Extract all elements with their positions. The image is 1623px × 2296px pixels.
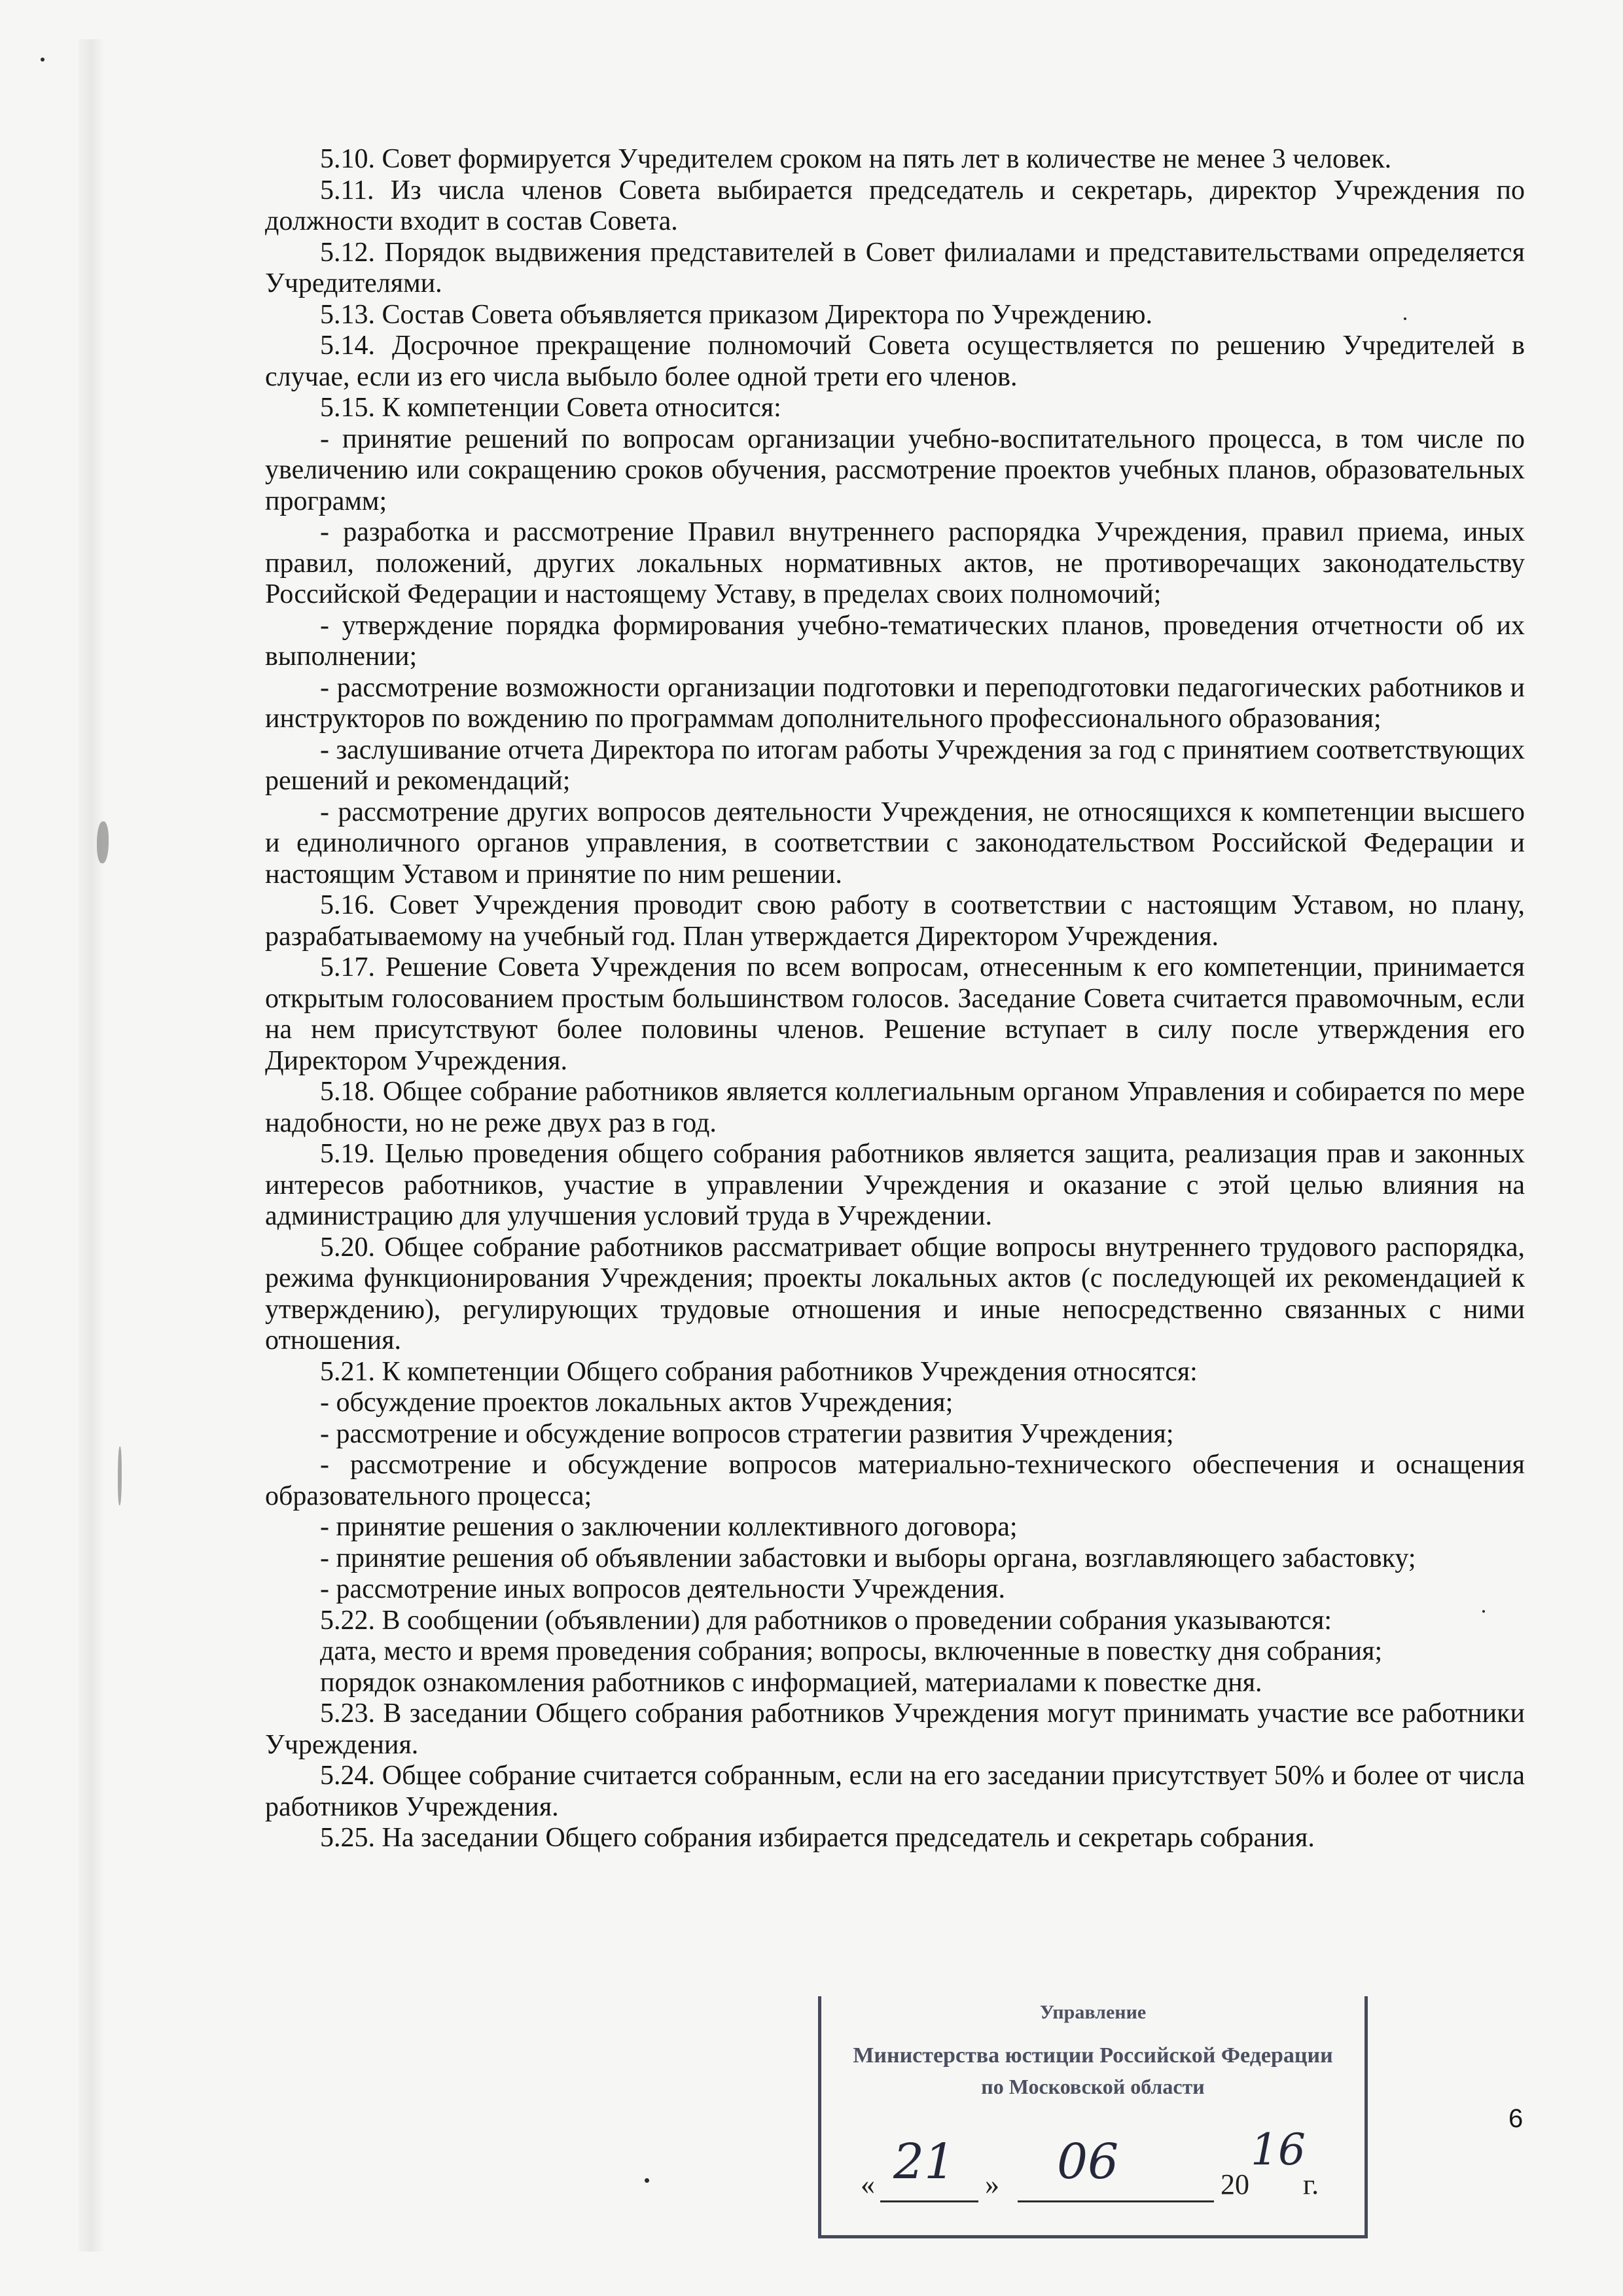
paragraph: 5.10. Совет формируется Учредителем сроком на пять лет в количестве не менее 3 человек.: [320, 144, 1392, 174]
stamp-line-2: Министерства юстиции Российской Федерации: [853, 2043, 1333, 2068]
paragraph: 5.16. Совет Учреждения проводит свою работу в соответствии с настоящим Уставом, но плану, разрабатываемому на учебный год. План утверждается Директором Учреждения.: [265, 890, 1525, 952]
paragraph: - принятие решений по вопросам организации учебно-воспитательного процесса, в том числе по увеличению или сокращению сроков обучения, рассмотрение проектов учебных планов, образовательных программ;: [265, 423, 1525, 516]
date-year-suffix: 16: [1251, 2125, 1306, 2175]
paragraph: 5.22. В сообщении (объявлении) для работников о проведении собрания указываются:: [320, 1605, 1332, 1636]
date-day: 21: [893, 2134, 955, 2190]
registration-stamp: [818, 1996, 1368, 2238]
paragraph: - рассмотрение и обсуждение вопросов материально-технического обеспечения и оснащения образовательного процесса;: [265, 1450, 1525, 1511]
date-month-underline: [1018, 2200, 1214, 2202]
paragraph: 5.13. Состав Совета объявляется приказом Директора по Учреждению.: [320, 299, 1153, 330]
date-year-abbrev: г.: [1303, 2168, 1319, 2200]
paragraph: - утверждение порядка формирования учебно-тематических планов, проведения отчетности об их выполнении;: [265, 610, 1525, 672]
paragraph: 5.19. Целью проведения общего собрания работников является защита, реализация прав и законных интересов работников, участие в управлении Учреждения и оказание с этой целью влияния на администрацию для улучшения условий труда в Учреждении.: [265, 1139, 1525, 1231]
paragraph: 5.18. Общее собрание работников является коллегиальным органом Управления и собирается по мере надобности, но не реже двух раз в год.: [265, 1077, 1525, 1138]
scan-speck: [41, 58, 45, 62]
date-month: 06: [1057, 2134, 1119, 2190]
stamp-line-3: по Московской области: [981, 2075, 1205, 2098]
paragraph: 5.25. На заседании Общего собрания избирается председатель и секретарь собрания.: [320, 1823, 1315, 1853]
paragraph: - принятие решения об объявлении забастовки и выборы органа, возглавляющего забастовку;: [320, 1543, 1416, 1573]
paragraph: 5.12. Порядок выдвижения представителей в Совет филиалами и представительствами определяется Учредителями.: [265, 237, 1525, 298]
scan-blot: [97, 821, 109, 863]
paragraph: - рассмотрение и обсуждение вопросов стратегии развития Учреждения;: [320, 1418, 1174, 1449]
paragraph: 5.17. Решение Совета Учреждения по всем вопросам, отнесенным к его компетенции, принимается открытым голосованием простым большинством голосов. Заседание Совета считается правомочным, если на нем присутствуют более половины членов. Решение вступает в силу после утверждения его Директором Учреждения.: [265, 952, 1525, 1076]
date-open-quote: «: [861, 2168, 875, 2200]
paragraph: - обсуждение проектов локальных актов Учреждения;: [320, 1388, 954, 1418]
paragraph: - заслушивание отчета Директора по итогам работы Учреждения за год с принятием соответствующих решений и рекомендаций;: [265, 734, 1525, 796]
scan-speck: [1404, 317, 1406, 320]
date-year-prefix: 20: [1221, 2168, 1249, 2200]
paragraph: 5.20. Общее собрание работников рассматривает общие вопросы внутреннего трудового распорядка, режима функционирования Учреждения; проекты локальных актов (с последующей их рекомендацией к утверждению), регулирующих трудовые отношения и иные непосредственно связанных с ними отношения.: [265, 1232, 1525, 1355]
paragraph: 5.24. Общее собрание считается собранным, если на его заседании присутствует 50% и более от числа работников Учреждения.: [265, 1761, 1525, 1822]
paragraph: 5.14. Досрочное прекращение полномочий Совета осуществляется по решению Учредителей в случае, если из его числа выбыло более одной трети его членов.: [265, 331, 1525, 392]
paragraph: - рассмотрение возможности организации подготовки и переподготовки педагогических работников и инструкторов по вождению по программам дополнительного профессионального образования;: [265, 672, 1525, 734]
scan-shadow: [79, 39, 105, 2251]
paragraph: 5.11. Из числа членов Совета выбирается председатель и секретарь, директор Учреждения по должности входит в состав Совета.: [265, 175, 1525, 236]
paragraph: 5.15. К компетенции Совета относится:: [320, 393, 781, 423]
paragraph: 5.21. К компетенции Общего собрания работников Учреждения относятся:: [320, 1356, 1198, 1387]
date-close-quote: »: [985, 2168, 999, 2200]
paragraph: - рассмотрение других вопросов деятельности Учреждения, не относящихся к компетенции высшего и единоличного органов управления, в соответствии с законодательством Российской Федерации и настоящим Уставом и принятие по ним решении.: [265, 797, 1525, 889]
paragraph: порядок ознакомления работников с информацией, материалами к повестке дня.: [320, 1667, 1262, 1698]
page-number: 6: [1508, 2104, 1524, 2133]
date-day-underline: [880, 2200, 978, 2202]
scan-blot: [118, 1446, 122, 1505]
stamp-date: [861, 2125, 1345, 2212]
stamp-line-1: Управление: [1039, 2001, 1147, 2023]
scan-speck: [1482, 1610, 1485, 1613]
paragraph: - принятие решения о заключении коллективного договора;: [320, 1512, 1018, 1542]
paragraph: - рассмотрение иных вопросов деятельности Учреждения.: [320, 1574, 1005, 1604]
scan-speck: [645, 2178, 649, 2183]
paragraph: дата, место и время проведения собрания; вопросы, включенные в повестку дня собрания;: [320, 1636, 1383, 1666]
paragraph: - разработка и рассмотрение Правил внутреннего распорядка Учреждения, правил приема, иных правил, положений, других локальных нормативных актов, не противоречащих законодательству Российской Федерации и настоящему Уставу, в пределах своих полномочий;: [265, 517, 1525, 609]
document-body: [265, 144, 1525, 1854]
paragraph: 5.23. В заседании Общего собрания работников Учреждения могут принимать участие все работники Учреждения.: [265, 1698, 1525, 1760]
